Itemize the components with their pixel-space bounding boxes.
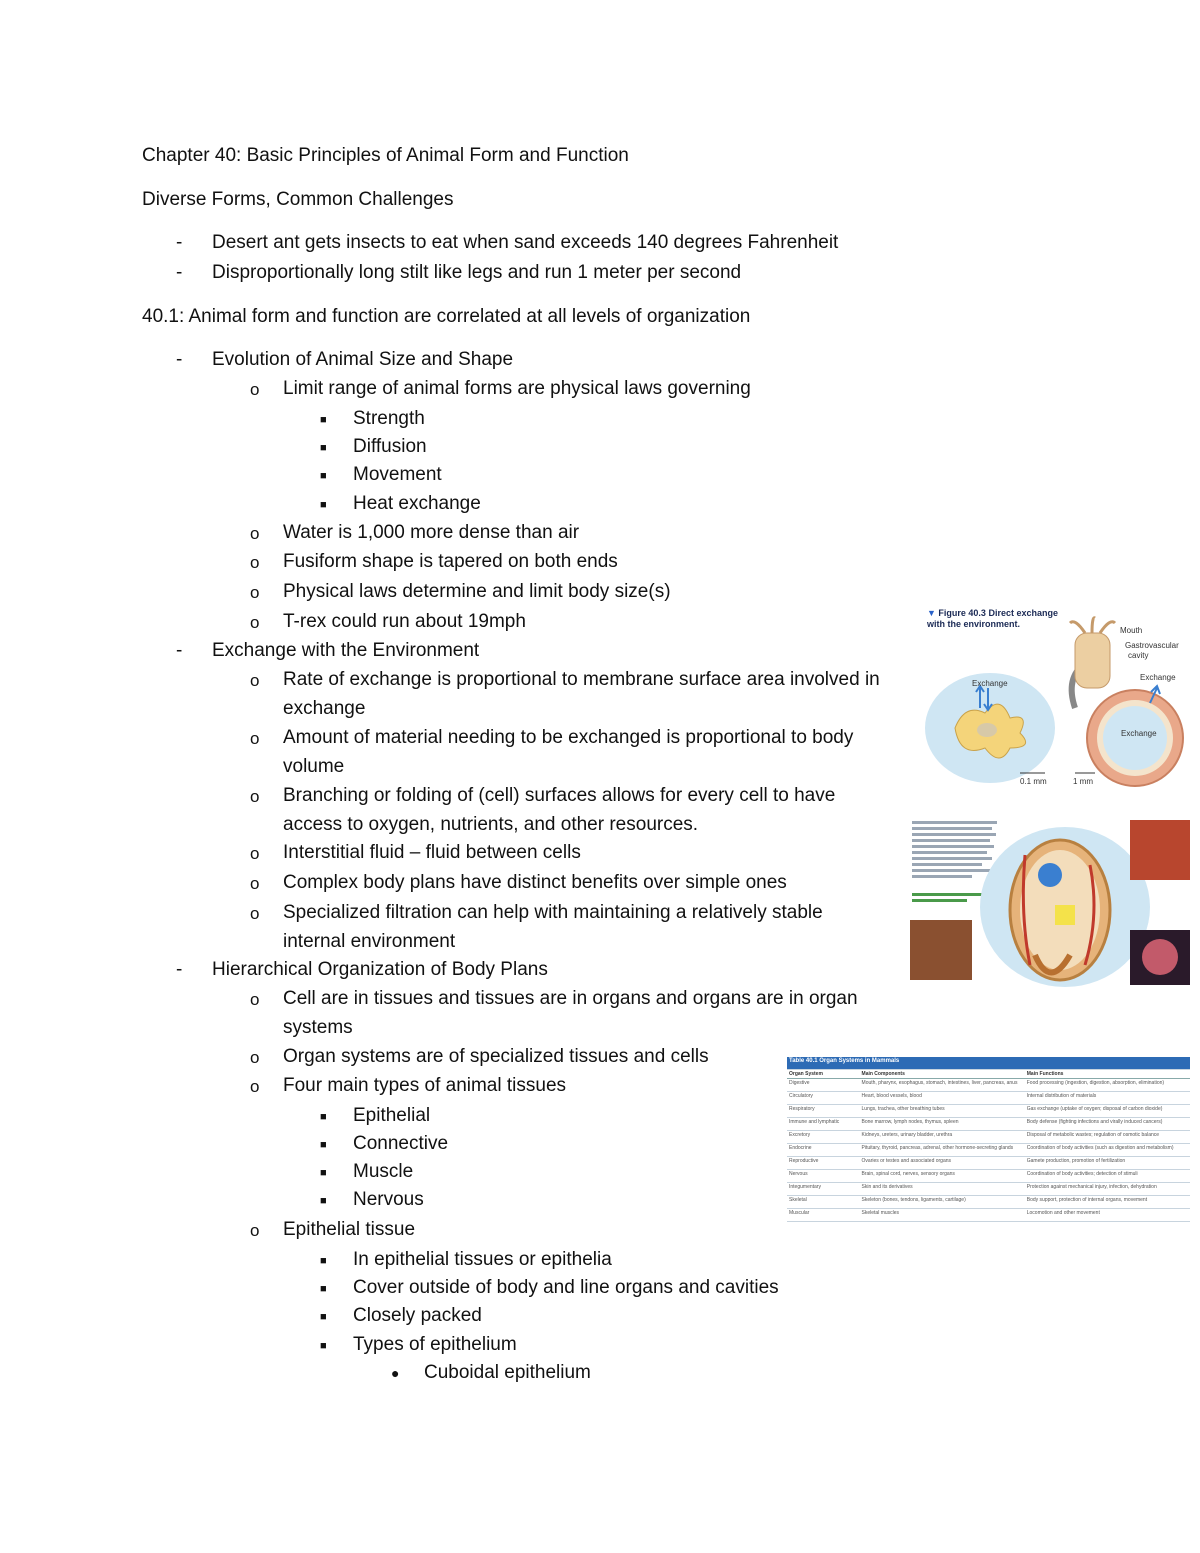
table-row: Excretory Kidneys, ureters, urinary bladder, urethra Disposal of metabolic wastes; regulation of osmotic balance [787, 1131, 1190, 1144]
section-heading-diverse-forms: Diverse Forms, Common Challenges [142, 189, 454, 210]
hydra-tentacles [1070, 618, 1115, 633]
list-item: In epithelial tissues or epithelia [353, 1249, 612, 1270]
circle-bullet: o [250, 990, 260, 1009]
table-organ-systems [787, 1057, 1190, 1222]
circle-bullet: o [250, 904, 260, 923]
dot-bullet: ● [391, 1365, 400, 1381]
triangle-icon: ▼ [927, 608, 939, 618]
circle-bullet: o [250, 613, 260, 632]
list-item-continued: exchange [283, 698, 366, 719]
figure-internal-exchange-illustration [910, 815, 1195, 1000]
list-item-continued: internal environment [283, 931, 456, 952]
list-item: Amount of material needing to be exchanged is proportional to body [283, 727, 854, 748]
circle-bullet: o [250, 729, 260, 748]
table-row: Immune and lymphatic Bone marrow, lymph nodes, thymus, spleen Body defense (fighting infections and virally induced cancers) [787, 1118, 1190, 1131]
label-exchange: Exchange [1140, 673, 1176, 682]
circle-bullet: o [250, 844, 260, 863]
figure-illustration [925, 608, 1190, 788]
square-bullet: ■ [320, 1311, 327, 1323]
circle-bullet: o [250, 524, 260, 543]
list-item: Interstitial fluid – fluid between cells [283, 842, 581, 863]
square-bullet: ■ [320, 1167, 327, 1179]
square-bullet: ■ [320, 1111, 327, 1123]
square-bullet: ■ [320, 1283, 327, 1295]
square-bullet: ■ [320, 1340, 327, 1352]
dash-bullet: - [176, 640, 183, 661]
list-item: Connective [353, 1133, 449, 1154]
column-header: Organ System [787, 1070, 860, 1079]
list-item: Branching or folding of (cell) surfaces allows for every cell to have [283, 785, 836, 806]
figure-internal-exchange [910, 815, 1195, 1000]
circle-bullet: o [250, 1221, 260, 1240]
cell-cluster [1055, 905, 1075, 925]
table-row: Integumentary Skin and its derivatives Protection against mechanical injury, infection, dehydration [787, 1183, 1190, 1196]
list-item: Disproportionally long stilt like legs and run 1 meter per second [212, 262, 742, 283]
label-cavity: cavity [1128, 651, 1149, 660]
dash-bullet: - [176, 959, 183, 980]
list-item: Strength [353, 408, 425, 429]
list-item: Fusiform shape is tapered on both ends [283, 551, 618, 572]
list-item-evolution: Evolution of Animal Size and Shape [212, 349, 514, 370]
list-item: Rate of exchange is proportional to membrane surface area involved in [283, 669, 880, 690]
list-item: Physical laws determine and limit body size(s) [283, 581, 671, 602]
list-item: Closely packed [353, 1305, 482, 1326]
list-item-exchange: Exchange with the Environment [212, 640, 480, 661]
list-item: Organ systems are of specialized tissues and cells [283, 1046, 709, 1067]
list-item: Cover outside of body and line organs and cavities [353, 1277, 779, 1298]
list-item: Types of epithelium [353, 1334, 517, 1355]
label-scale: 0.1 mm [1020, 777, 1047, 786]
dash-bullet: - [176, 349, 183, 370]
table-row: Endocrine Pituitary, thyroid, pancreas, adrenal, other hormone-secreting glands Coordination of body activities (such as digestion and metabolism) [787, 1144, 1190, 1157]
list-item: Complex body plans have distinct benefits over simple ones [283, 872, 787, 893]
list-item-continued: volume [283, 756, 345, 777]
table-row: Skeletal Skeleton (bones, tendons, ligaments, cartilage) Body support, protection of internal organs, movement [787, 1196, 1190, 1209]
table-row: Respiratory Lungs, trachea, other breathing tubes Gas exchange (uptake of oxygen; disposal of carbon dioxide) [787, 1105, 1190, 1118]
dash-bullet: - [176, 232, 183, 253]
circle-bullet: o [250, 1048, 260, 1067]
list-item: Cell are in tissues and tissues are in organs and organs are in organ [283, 988, 858, 1009]
section-heading-40-1: 40.1: Animal form and function are correlated at all levels of organization [142, 306, 751, 327]
list-item: Epithelial [353, 1105, 431, 1126]
list-item: Movement [353, 464, 442, 485]
list-item: Cuboidal epithelium [424, 1362, 591, 1383]
column-header: Main Components [860, 1070, 1025, 1079]
list-item-hierarchy: Hierarchical Organization of Body Plans [212, 959, 548, 980]
label-exchange: Exchange [1121, 729, 1157, 738]
table-row: Digestive Mouth, pharynx, esophagus, stomach, intestines, liver, pancreas, anus Food processing (ingestion, digestion, absorption, elimination) [787, 1079, 1190, 1092]
label-scale: 1 mm [1073, 777, 1093, 786]
heart [1038, 863, 1062, 887]
lung-tissue-photo [1130, 820, 1190, 880]
hydra-body [1075, 633, 1110, 688]
list-item: Diffusion [353, 436, 427, 457]
square-bullet: ■ [320, 470, 327, 482]
list-item: Limit range of animal forms are physical laws governing [283, 378, 751, 399]
label-mouth: Mouth [1120, 626, 1143, 635]
table-row: Circulatory Heart, blood vessels, blood Internal distribution of materials [787, 1092, 1190, 1105]
list-item: Four main types of animal tissues [283, 1075, 567, 1096]
document-title: Chapter 40: Basic Principles of Animal Form and Function [142, 145, 629, 166]
figure-caption: ▼ Figure 40.3 Direct exchange with the environment. [927, 608, 1058, 629]
list-item: Muscle [353, 1161, 414, 1182]
circle-bullet: o [250, 553, 260, 572]
circle-bullet: o [250, 1077, 260, 1096]
kidney-glomerulus [1142, 939, 1178, 975]
list-item: Specialized filtration can help with maintaining a relatively stable [283, 902, 823, 923]
list-item-continued: access to oxygen, nutrients, and other resources. [283, 814, 699, 835]
cavity-fluid [1103, 706, 1167, 770]
square-bullet: ■ [320, 1255, 327, 1267]
list-item-epithelial: Epithelial tissue [283, 1219, 416, 1240]
list-item: Desert ant gets insects to eat when sand exceeds 140 degrees Fahrenheit [212, 232, 839, 253]
square-bullet: ■ [320, 499, 327, 511]
label-gastrovascular: Gastrovascular [1125, 641, 1179, 650]
square-bullet: ■ [320, 442, 327, 454]
square-bullet: ■ [320, 414, 327, 426]
circle-bullet: o [250, 671, 260, 690]
list-item: Heat exchange [353, 493, 481, 514]
circle-bullet: o [250, 874, 260, 893]
label-exchange: Exchange [972, 679, 1008, 688]
table-row: Muscular Skeletal muscles Locomotion and other movement [787, 1209, 1190, 1222]
list-item: Water is 1,000 more dense than air [283, 522, 580, 543]
dash-bullet: - [176, 262, 183, 283]
column-header: Main Functions [1025, 1070, 1190, 1079]
table-title: Table 40.1 Organ Systems in Mammals [787, 1057, 1190, 1070]
circle-bullet: o [250, 380, 260, 399]
list-item: T-rex could run about 19mph [283, 611, 526, 632]
table-row: Nervous Brain, spinal cord, nerves, sensory organs Coordination of body activities; detection of stimuli [787, 1170, 1190, 1183]
table-row: Reproductive Ovaries or testes and associated organs Gamete production, promotion of fertilization [787, 1157, 1190, 1170]
intestine-tissue-photo [910, 920, 972, 980]
nucleus [977, 723, 997, 737]
circle-bullet: o [250, 787, 260, 806]
circle-bullet: o [250, 583, 260, 602]
figure-40-3 [925, 608, 1190, 788]
square-bullet: ■ [320, 1195, 327, 1207]
square-bullet: ■ [320, 1139, 327, 1151]
list-item: Nervous [353, 1189, 424, 1210]
list-item-continued: systems [283, 1017, 353, 1038]
